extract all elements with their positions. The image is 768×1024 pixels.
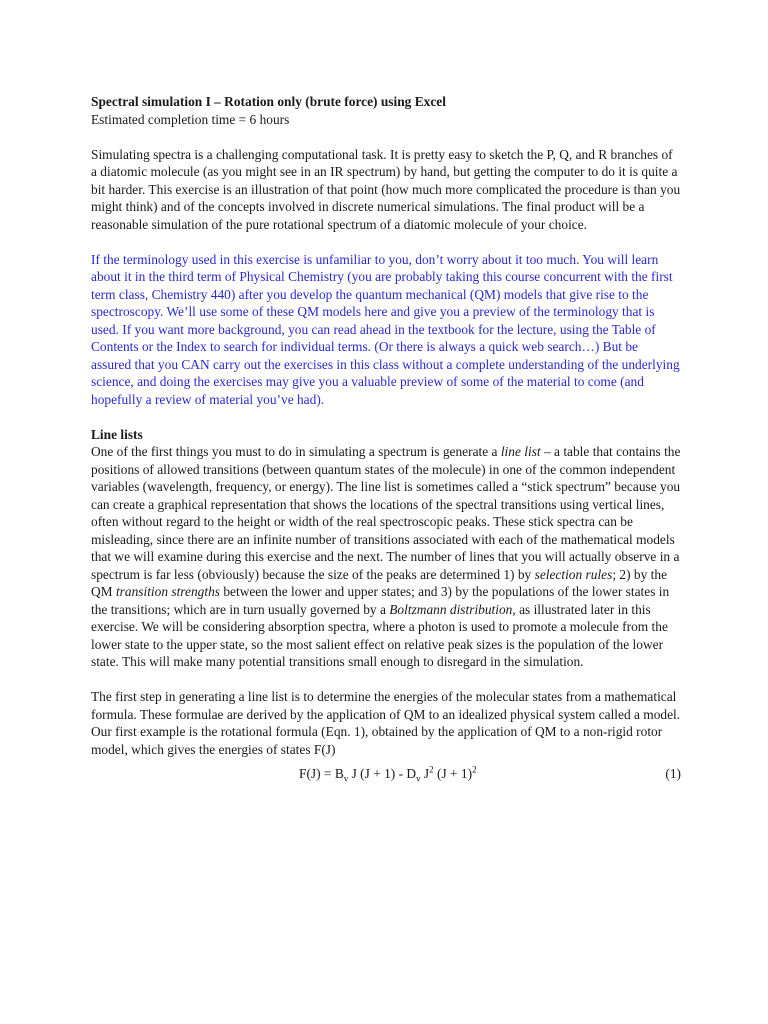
eq-subscript: v	[416, 773, 421, 784]
eq-subscript: v	[343, 773, 349, 784]
rotational-formula	[299, 765, 477, 783]
document-page	[91, 93, 681, 785]
spacer	[91, 671, 681, 689]
term-transition-strengths: transition strengths	[115, 584, 220, 599]
eq-part: J	[420, 766, 430, 781]
equation-row	[91, 765, 681, 785]
spacer	[91, 408, 681, 426]
term-line-list: line list	[500, 444, 541, 459]
text-run: One of the first things you must to do in simulating a spectrum is generate a	[91, 444, 501, 459]
text-run: , as illustrated later in this exercise. We will be considering absorption spectra, where a photon is used to promote a molecule from the lower state to the upper state, so the most salient effect on relative peak sizes is the population of the lower state. This will make many potential transitions small enough to disregard in the simulation.	[91, 601, 668, 669]
intro-paragraph: Simulating spectra is a challenging computational task. It is pretty easy to sketch the P, Q, and R branches of a diatomic molecule (as you might see in an IR spectrum) by hand, but getting the computer to do it is quite a bit harder. This exercise is an illustration of that point (how much more complicated the procedure is than you might think) and of the concepts involved in discrete numerical simulations. The final product will be a reasonable simulation of the pure rotational spectrum of a diatomic molecule of your choice.	[91, 146, 681, 232]
terminology-note: If the terminology used in this exercise is unfamiliar to you, don’t worry about it too much. You will learn about it in the third term of Physical Chemistry (you are probably taking this course concurrent with the first term class, Chemistry 440) after you develop the quantum mechanical (QM) models that give rise to the spectroscopy. We’ll use some of these QM models here and give you a preview of the terminology that is used. If you want more background, you can read ahead in the textbook for the lecture, using the Table of Contents or the Index to search for individual terms. (Or there is always a quick web search…) But be assured that you CAN carry out the exercises in this class without a complete understanding of the underlying science, and doing the exercises may give you a valuable preview of some of the material to come (and hopefully a review of material you’ve had).	[91, 251, 680, 407]
eq-part: F(J) = B	[299, 766, 344, 781]
eq-part: J (J + 1) - D	[348, 766, 417, 781]
spacer	[91, 233, 681, 251]
eq-part: (J + 1)	[433, 766, 473, 781]
estimated-time: Estimated completion time = 6 hours	[91, 111, 290, 127]
text-run: between the lower and upper states; and 3) by the populations of the lower states in the transitions; which are in turn usually governed by a	[91, 584, 670, 617]
spacer	[91, 128, 681, 146]
eq-superscript: 2	[472, 764, 477, 775]
term-boltzmann-distribution: Boltzmann distribution	[389, 601, 513, 617]
eq-superscript: 2	[429, 764, 434, 775]
text-run: ; 2) by the QM	[91, 566, 668, 599]
text-run: – a table that contains the positions of allowed transitions (between quantum states of the molecule) in one of the common independent variables (wavelength, frequency, or energy). The line list is sometimes called a “stick spectrum” because you can create a graphical representation that shows the locations of the spectral transitions using vertical lines, often without regard to the height or width of the real spectroscopic peaks. These stick spectra can be misleading, since there are an infinite number of transitions associated with each of the mathematical models that we will examine during this exercise and the next. The number of lines that you will actually observe in a spectrum is far less (obviously) because the size of the peaks are determined 1) by	[91, 444, 681, 582]
document-title: Spectral simulation I – Rotation only (brute force) using Excel	[91, 94, 446, 109]
energy-formula-paragraph: The first step in generating a line list is to determine the energies of the molecular states from a mathematical formula. These formulae are derived by the application of QM to an idealized physical system called a model. Our first example is the rotational formula (Eqn. 1), obtained by the application of QM to a non-rigid rotor model, which gives the energies of states F(J)	[91, 689, 681, 757]
term-selection-rules: selection rules	[534, 566, 613, 582]
equation-number: (1)	[665, 766, 681, 781]
line-lists-paragraph	[91, 443, 681, 671]
section-heading-line-lists: Line lists	[91, 426, 143, 442]
